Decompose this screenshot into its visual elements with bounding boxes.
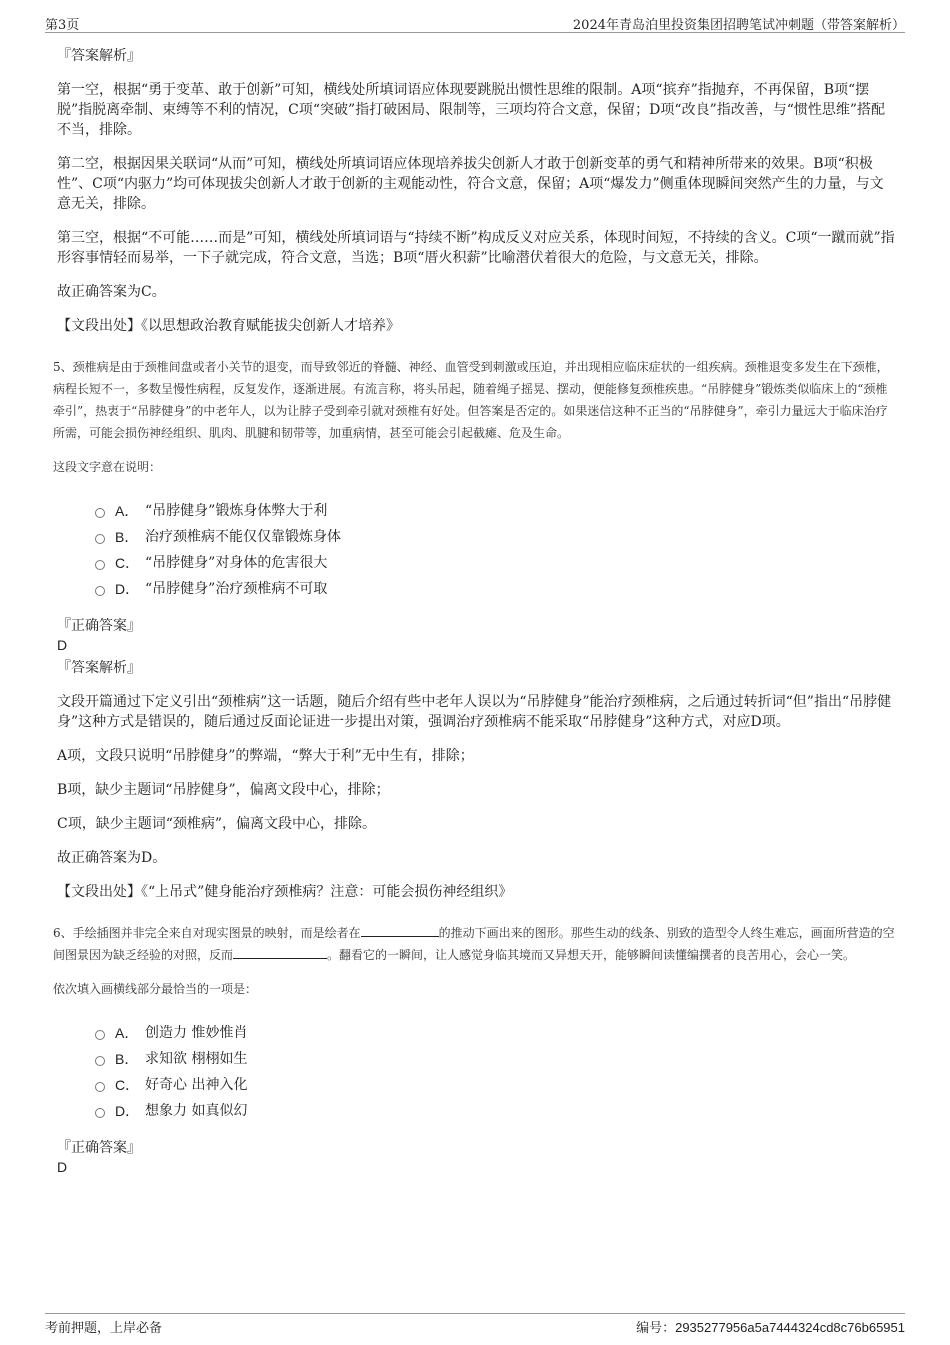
q6-option-c[interactable] bbox=[95, 1072, 895, 1098]
radio-icon[interactable] bbox=[95, 534, 105, 544]
q4-conclusion: 故正确答案为C。 bbox=[57, 284, 166, 300]
document-code bbox=[636, 1317, 905, 1336]
radio-icon[interactable] bbox=[95, 1108, 105, 1118]
option-letter: B． bbox=[115, 1051, 139, 1067]
option-letter: A． bbox=[115, 503, 139, 519]
option-text: 想象力 如真似幻 bbox=[145, 1103, 248, 1119]
radio-icon[interactable] bbox=[95, 1082, 105, 1092]
q6-option-d[interactable] bbox=[95, 1098, 895, 1124]
q6-options bbox=[95, 1020, 895, 1124]
q5-answer-label: 『正确答案』 bbox=[57, 618, 141, 634]
q6-question-part-2: 的推动下画出来的图形。那些生动的线条、别致的造型令人终生难忘，画面所营造的空间图景因为缺乏经验的对照，反而 bbox=[53, 926, 895, 962]
q6-option-a[interactable] bbox=[95, 1020, 895, 1046]
q5-answer-value: D bbox=[57, 637, 68, 653]
q5-question-text: 5、颈椎病是由于颈椎间盘或者小关节的退变，而导致邻近的脊髓、神经、血管受到刺激或压迫，并出现相应临床症状的一组疾病。颈椎退变多发生在下颈椎，病程长短不一，多数呈慢性病程，反复发作，逐渐进展。有流言称，将头吊起，随着绳子摇晃、摆动，便能修复颈椎疾患。“吊脖健身”锻炼类似临床上的“颈椎牵引”，热衷于“吊脖健身”的中老年人，以为让脖子受到牵引就对颈椎有好处。但答案是否定的。如果迷信这种不正当的“吊脖健身”，牵引力量远大于临床治疗所需，可能会损伤神经组织、肌肉、肌腱和韧带等，加重病情，甚至可能会引起截瘫、危及生命。 bbox=[53, 360, 889, 440]
q5-option-a[interactable] bbox=[95, 498, 895, 524]
q6-option-b[interactable] bbox=[95, 1046, 895, 1072]
blank-1 bbox=[361, 924, 439, 937]
blank-2 bbox=[233, 946, 327, 959]
option-text: 创造力 惟妙惟肖 bbox=[145, 1025, 248, 1041]
q4-analysis-para-2: 第二空，根据因果关联词“从而”可知，横线处所填词语应体现培养拔尖创新人才敢于创新变革的勇气和精神所带来的效果。B项“积极性”、C项“内驱力”均可体现拔尖创新人才敢于创新的主观能动性，符合文意，保留；A项“爆发力”侧重体现瞬间突然产生的力量，与文意无关，排除。 bbox=[57, 156, 884, 212]
q5-source: 【文段出处】《“上吊式”健身能治疗颈椎病？注意：可能会损伤神经组织》 bbox=[57, 884, 513, 900]
q4-source: 【文段出处】《以思想政治教育赋能拔尖创新人才培养》 bbox=[57, 318, 400, 334]
radio-icon[interactable] bbox=[95, 586, 105, 596]
option-letter: D． bbox=[115, 1103, 140, 1119]
q5-option-b[interactable] bbox=[95, 524, 895, 550]
option-letter: C． bbox=[115, 1077, 140, 1093]
q4-analysis-para-3: 第三空，根据“不可能……而是”可知，横线处所填词语与“持续不断”构成反义对应关系，体现时间短，不持续的含义。C项“一蹴而就”指形容事情轻而易举，一下子就完成，符合文意，当选；B项“厝火积薪”比喻潜伏着很大的危险，与文意无关，排除。 bbox=[57, 230, 895, 266]
footer-slogan: 考前押题，上岸必备 bbox=[45, 1321, 163, 1336]
q5-analysis-para-1: 文段开篇通过下定义引出“颈椎病”这一话题，随后介绍有些中老年人误以为“吊脖健身”能治疗颈椎病，之后通过转折词“但”指出“吊脖健身”这种方式是错误的，随后通过反面论证进一步提出对策，强调治疗颈椎病不能采取“吊脖健身”这种方式，对应D项。 bbox=[57, 694, 892, 730]
option-letter: D． bbox=[115, 581, 140, 597]
radio-icon[interactable] bbox=[95, 1056, 105, 1066]
q6-question-text bbox=[53, 922, 895, 966]
radio-icon[interactable] bbox=[95, 508, 105, 518]
q5-analysis-para-2: A项，文段只说明“吊脖健身”的弊端，“弊大于利”无中生有，排除； bbox=[57, 748, 474, 764]
q5-analysis-para-4: C项，缺少主题词“颈椎病”，偏离文段中心，排除。 bbox=[57, 816, 377, 832]
q5-conclusion: 故正确答案为D。 bbox=[57, 850, 167, 866]
page-number: 第3页 bbox=[45, 18, 80, 33]
option-letter: A． bbox=[115, 1025, 139, 1041]
document-title: 2024年青岛泊里投资集团招聘笔试冲刺题（带答案解析） bbox=[572, 18, 905, 33]
q6-question-part-1: 6、手绘插图并非完全来自对现实图景的映射，而是绘者在 bbox=[53, 926, 361, 940]
q5-options bbox=[95, 498, 895, 602]
option-text: 好奇心 出神入化 bbox=[145, 1077, 248, 1093]
page-footer bbox=[45, 1313, 905, 1336]
q6-question-part-3: 。翻看它的一瞬间，让人感觉身临其境而又异想天开，能够瞬间读懂编撰者的良苦用心，会心一笑。 bbox=[327, 948, 856, 962]
q5-analysis-label: 『答案解析』 bbox=[57, 660, 141, 676]
radio-icon[interactable] bbox=[95, 560, 105, 570]
q6-prompt: 依次填入画横线部分最恰当的一项是： bbox=[53, 982, 258, 996]
q6-answer-value: D bbox=[57, 1159, 68, 1175]
option-text: “吊脖健身”锻炼身体弊大于利 bbox=[145, 503, 328, 519]
page-content bbox=[53, 46, 895, 1180]
q4-analysis-para-1: 第一空，根据“勇于变革、敢于创新”可知，横线处所填词语应体现要跳脱出惯性思维的限制。A项“摈弃”指抛弃，不再保留，B项“摆脱”指脱离牵制、束缚等不利的情况，C项“突破”指打破困局、限制等，三项均符合文意，保留；D项“改良”指改善，与“惯性思维”搭配不当，排除。 bbox=[57, 82, 886, 138]
code-label: 编号： bbox=[636, 1321, 676, 1336]
q5-analysis-para-3: B项，缺少主题词“吊脖健身”，偏离文段中心，排除； bbox=[57, 782, 390, 798]
q4-analysis-label: 『答案解析』 bbox=[57, 48, 141, 64]
option-letter: B． bbox=[115, 529, 139, 545]
option-text: “吊脖健身”对身体的危害很大 bbox=[145, 555, 328, 571]
option-text: 治疗颈椎病不能仅仅靠锻炼身体 bbox=[145, 529, 341, 545]
radio-icon[interactable] bbox=[95, 1030, 105, 1040]
q6-answer-label: 『正确答案』 bbox=[57, 1140, 141, 1156]
code-value: 2935277956a5a7444324cd8c76b65951 bbox=[675, 1320, 905, 1335]
q5-prompt: 这段文字意在说明： bbox=[53, 460, 162, 474]
q5-option-c[interactable] bbox=[95, 550, 895, 576]
page-header bbox=[45, 14, 905, 33]
option-text: “吊脖健身”治疗颈椎病不可取 bbox=[145, 581, 328, 597]
option-letter: C． bbox=[115, 555, 140, 571]
option-text: 求知欲 栩栩如生 bbox=[145, 1051, 248, 1067]
q5-option-d[interactable] bbox=[95, 576, 895, 602]
